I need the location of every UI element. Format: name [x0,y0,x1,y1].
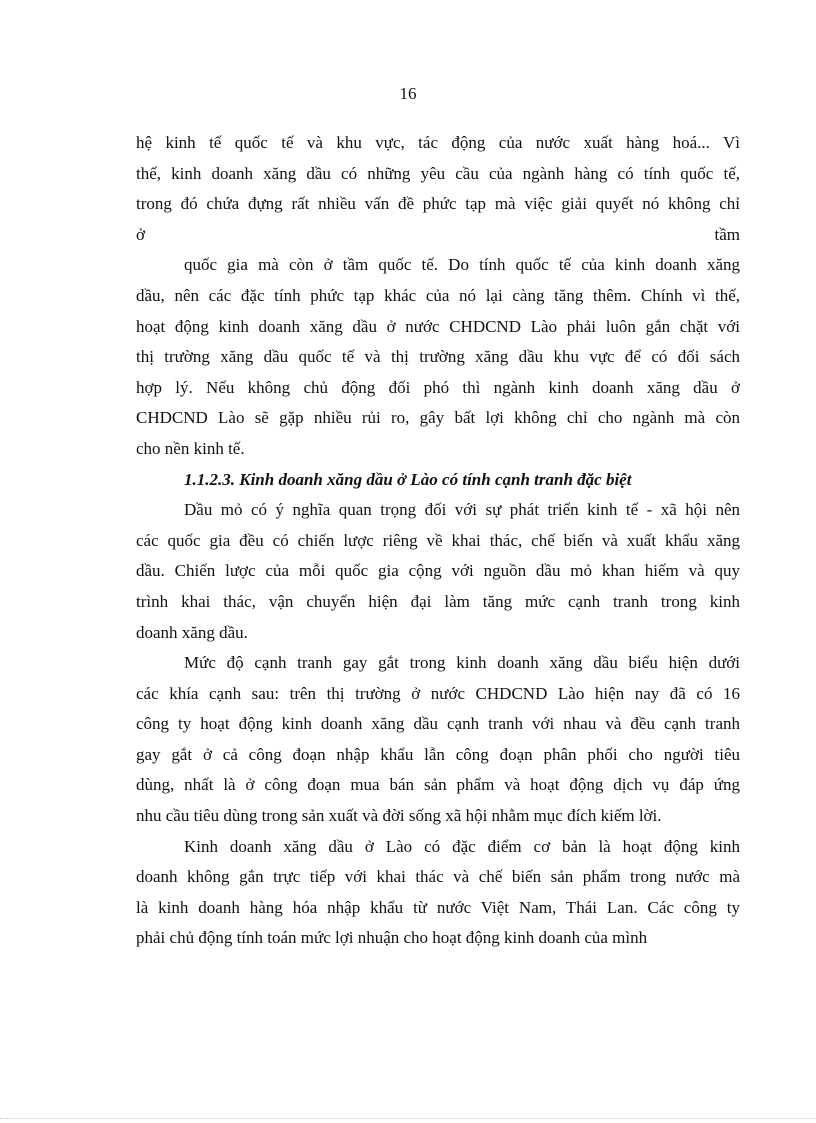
text-line: hoạt động kinh doanh xăng dầu ở nước CHDCND Lào phải luôn gắn chặt với [136,316,740,336]
text-line: Mức độ cạnh tranh gay gắt trong kinh doanh xăng dầu biểu hiện dưới [184,653,740,673]
text-line: hệ kinh tế quốc tế và khu vực, tác động của nước xuất hàng hoá... Vì [136,133,740,152]
text-line: thế, kinh doanh xăng dầu có những yêu cầu của ngành hàng có tính quốc tế, [136,163,740,183]
text-line: gay gắt ở cả công đoạn nhập khẩu lẫn công đoạn phân phối cho người tiêu [136,744,740,764]
text-line: Kinh doanh xăng dầu ở Lào có đặc điểm cơ bản là hoạt động kinh [184,836,740,856]
text-line: trong đó chứa đựng rất nhiều vấn đề phức tạp mà việc giải quyết nó không chỉ [136,194,740,214]
text-line-split [136,220,740,251]
text-line: các khía cạnh sau: trên thị trường ở nước CHDCND Lào hiện nay đã có 16 [136,683,740,703]
text-line: dầu, nên các đặc tính phức tạp khác của nó lại càng tăng thêm. Chính vì thế, [136,285,740,305]
text-line: quốc gia mà còn ở tầm quốc tế. Do tính quốc tế của kinh doanh xăng [184,255,740,275]
text-line: là kinh doanh hàng hóa nhập khẩu từ nước Việt Nam, Thái Lan. Các công ty [136,897,740,917]
body-text [136,128,740,954]
text-line: thị trường xăng dầu quốc tế và thị trường xăng dầu khu vực để có đối sách [136,347,740,367]
text-line: dầu. Chiến lược của mỗi quốc gia cộng với nguồn dầu mỏ khan hiếm và quy [136,561,740,581]
text-line: nhu cầu tiêu dùng trong sản xuất và đời sống xã hội nhằm mục đích kiếm lời. [136,806,662,826]
text-line: Dầu mỏ có ý nghĩa quan trọng đối với sự phát triển kinh tế - xã hội nên [184,500,740,520]
text-line: cho nền kinh tế. [136,438,245,458]
text-line: doanh xăng dầu. [136,622,248,642]
page-bottom-divider [0,1118,816,1119]
text-line: CHDCND Lào sẽ gặp nhiều rủi ro, gây bất lợi không chỉ cho ngành mà còn [136,408,740,428]
text-line-left-word: ở [136,224,145,244]
text-line: doanh không gắn trực tiếp với khai thác và chế biến sản phẩm trong nước mà [136,867,740,887]
text-line: trình khai thác, vận chuyển hiện đại làm tăng mức cạnh tranh trong kinh [136,591,740,611]
text-line: hợp lý. Nếu không chủ động đối phó thì ngành kinh doanh xăng dầu ở [136,377,740,397]
text-line: các quốc gia đều có chiến lược riêng về khai thác, chế biến và xuất khẩu xăng [136,530,740,550]
section-heading: 1.1.2.3. Kinh doanh xăng dầu ở Lào có tính cạnh tranh đặc biệt [184,469,632,489]
page-number: 16 [399,84,417,103]
text-line-right-word: tầm [714,224,740,244]
text-line: phải chủ động tính toán mức lợi nhuận cho hoạt động kinh doanh của mình [136,928,648,948]
text-line: công ty hoạt động kinh doanh xăng dầu cạnh tranh với nhau và đều cạnh tranh [136,714,740,734]
text-line: dùng, nhất là ở công đoạn mua bán sản phẩm và hoạt động dịch vụ đáp ứng [136,775,740,795]
